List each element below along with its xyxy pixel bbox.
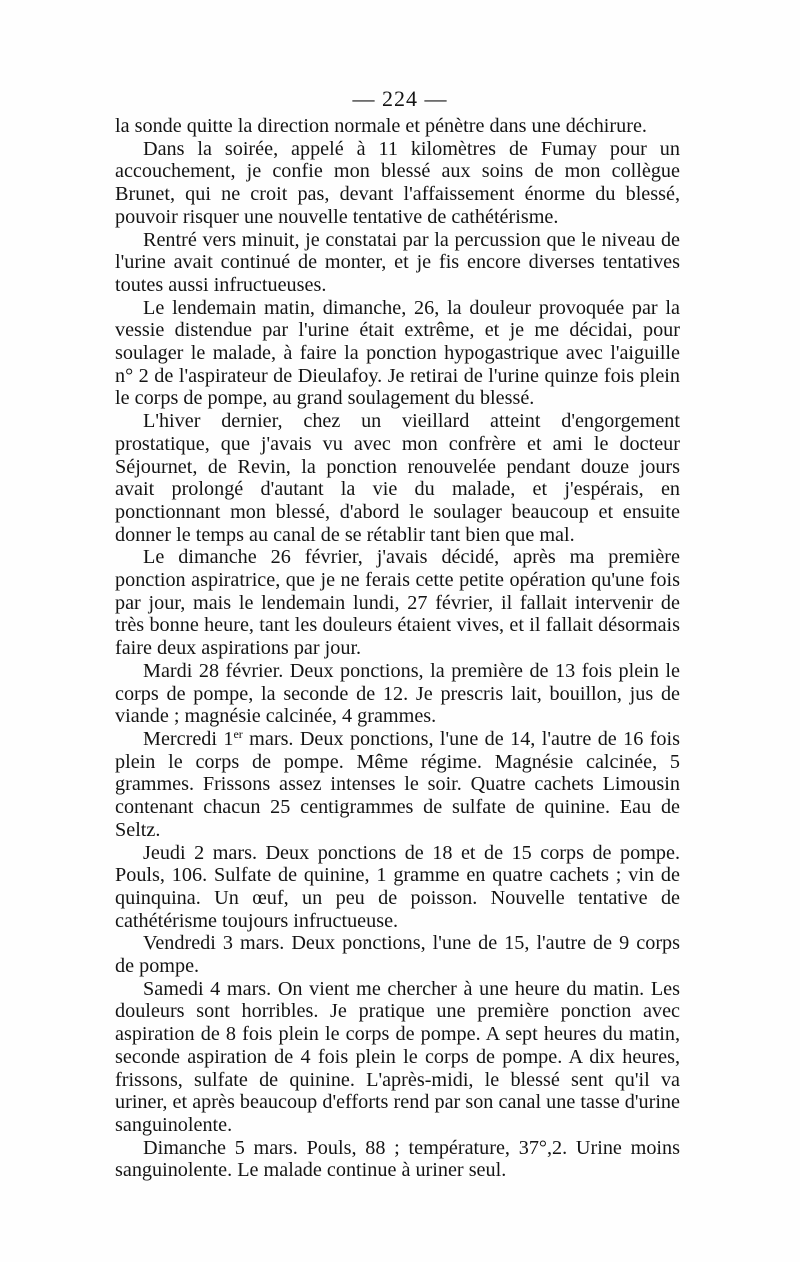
paragraph-text: Dimanche 5 mars. Pouls, 88 ; température, 37°,2. Urine moins sanguinolente. Le malade continue à uriner seul.	[115, 1136, 680, 1182]
body-text	[115, 115, 680, 1182]
paragraph-text: Le dimanche 26 février, j'avais décidé, après ma première ponction aspiratrice, que je ne ferais cette petite opération qu'une fois par jour, mais le lendemain lundi, 27 février, il fallait intervenir de très bonne heure, tant les douleurs étaient vives, et il fallait désormais faire deux aspirations par jour.	[115, 546, 680, 660]
paragraph	[115, 842, 680, 933]
paragraph	[115, 978, 680, 1137]
paragraph	[115, 728, 680, 842]
paragraph-lead: Mercredi 1	[143, 727, 234, 750]
paragraph	[115, 546, 680, 660]
paragraph-text: Mardi 28 février. Deux ponctions, la première de 13 fois plein le corps de pompe, la seconde de 12. Je prescris lait, bouillon, jus de viande ; magnésie calcinée, 4 grammes.	[115, 659, 680, 728]
paragraph-text: Vendredi 3 mars. Deux ponctions, l'une de 15, l'autre de 9 corps de pompe.	[115, 932, 680, 978]
paragraph-text: Rentré vers minuit, je constatai par la percussion que le niveau de l'urine avait continué de monter, et je fis encore diverses tentatives toutes aussi infructueuses.	[115, 228, 680, 296]
paragraph-text: Jeudi 2 mars. Deux ponctions de 18 et de 15 corps de pompe. Pouls, 106. Sulfate de quinine, 1 gramme en quatre cachets ; vin de quinquina. Un œuf, un peu de poisson. Nouvelle tentative de cathétérisme toujours infructueuse.	[115, 841, 680, 932]
paragraph	[115, 138, 680, 229]
page-number: — 224 —	[352, 86, 448, 111]
paragraph-text: Le lendemain matin, dimanche, 26, la douleur provoquée par la vessie distendue par l'urine était extrême, et je me décidai, pour soulager le malade, à faire la ponction hypogastrique avec l'aiguille n° 2 de l'aspirateur de Dieulafoy. Je retirai de l'urine quinze fois plein le corps de pompe, au grand soulagement du blessé.	[115, 296, 680, 410]
paragraph-text: la sonde quitte la direction normale et pénètre dans une déchirure.	[115, 115, 647, 137]
paragraph	[115, 660, 680, 728]
paragraph-text: mars. Deux ponctions, l'une de 14, l'autre de 16 fois plein le corps de pompe. Même régime. Magnésie calcinée, 5 grammes. Frissons assez intenses le soir. Quatre cachets Limousin contenant chacun 25 centigrammes de sulfate de quinine. Eau de Seltz.	[115, 727, 680, 841]
paragraph	[115, 297, 680, 411]
paragraph	[115, 410, 680, 546]
paragraph-text: Dans la soirée, appelé à 11 kilomètres de Fumay pour un accouchement, je confie mon blessé aux soins de mon collègue Brunet, qui ne croit pas, devant l'affaissement énorme du blessé, pouvoir risquer une nouvelle tentative de cathétérisme.	[115, 137, 680, 228]
paragraph-continuation	[115, 115, 680, 138]
paragraph	[115, 1137, 680, 1182]
paragraph-text: Samedi 4 mars. On vient me chercher à une heure du matin. Les douleurs sont horribles. Je pratique une première ponction avec aspiration de 8 fois plein le corps de pompe. A sept heures du matin, seconde aspiration de 4 fois plein le corps de pompe. A dix heures, frissons, sulfate de quinine. L'après-midi, le blessé sent qu'il va uriner, et après beaucoup d'efforts rend par son canal une tasse d'urine sanguinolente.	[115, 977, 680, 1136]
paragraph	[115, 932, 680, 977]
paragraph	[115, 229, 680, 297]
paragraph-text: L'hiver dernier, chez un vieillard atteint d'engorgement prostatique, que j'avais vu avec mon confrère et ami le docteur Séjournet, de Revin, la ponction renouvelée pendant douze jours avait prolongé d'autant la vie du malade, et j'espérais, en ponctionnant mon blessé, d'abord le soulager beaucoup et ensuite donner le temps au canal de se rétablir tant bien que mal.	[115, 410, 680, 546]
superscript: er	[233, 726, 243, 741]
